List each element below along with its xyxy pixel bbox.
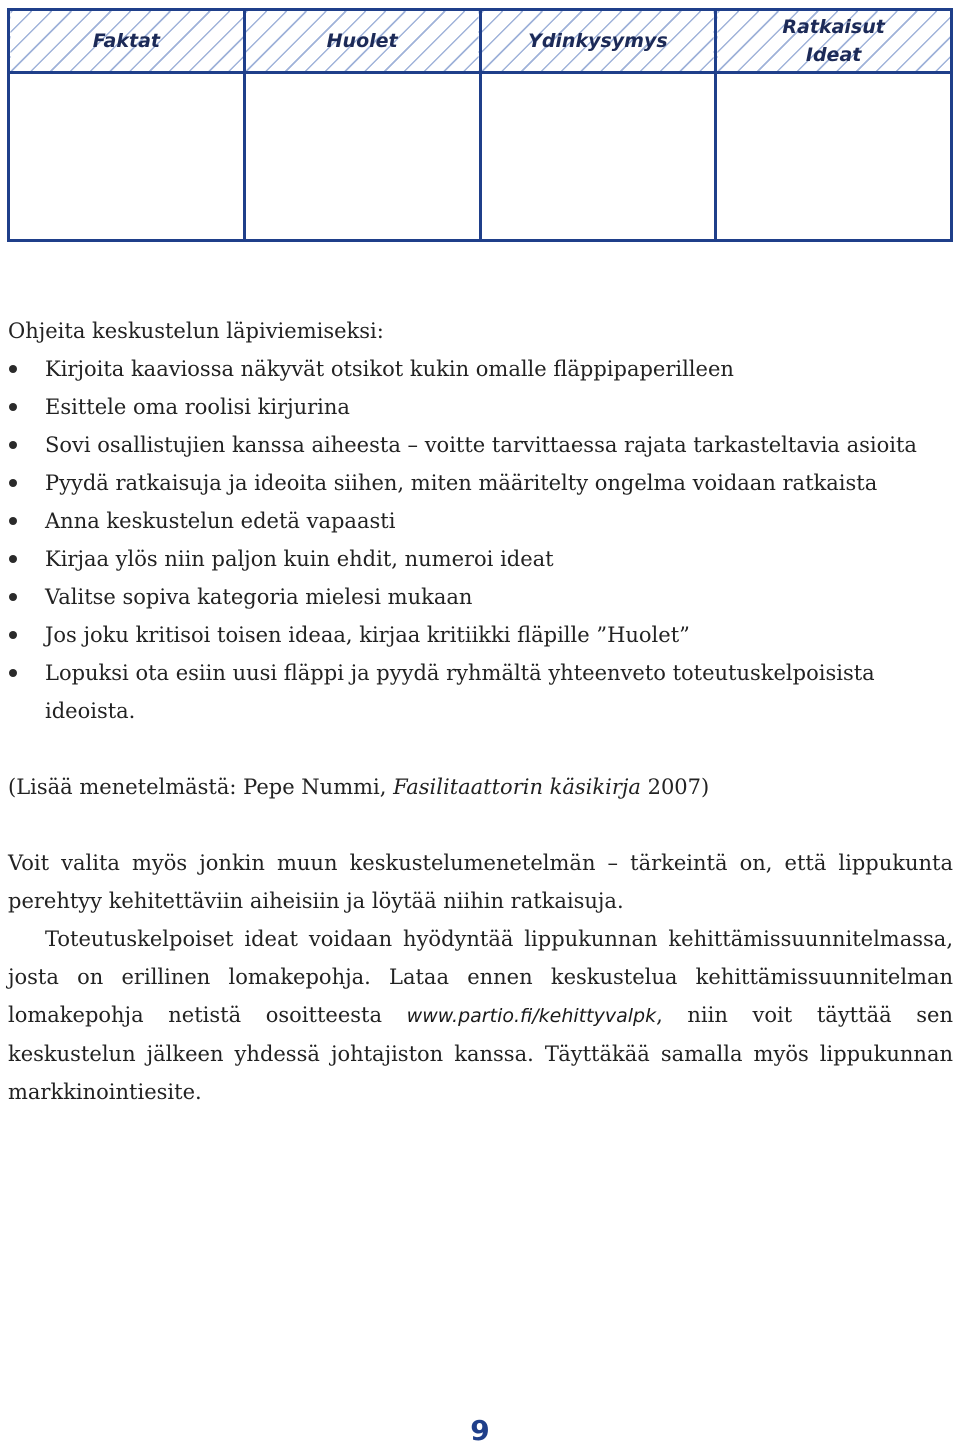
cell-huolet (244, 73, 480, 241)
header-ydinkysymys: Ydinkysymys (480, 10, 716, 73)
body-paragraph-1: Voit valita myös jonkin muun keskustelumenetelmän – tärkeintä on, että lippukunta perehtyy kehitettäviin aiheisiin ja löytää niihin ratkaisuja. (8, 851, 953, 913)
header-huolet: Huolet (244, 10, 480, 73)
cell-ratkaisut-ideat (716, 73, 952, 241)
reference-after: 2007) (640, 775, 710, 799)
reference-before: (Lisää menetelmästä: Pepe Nummi, (8, 775, 394, 799)
header-ratkaisut-ideat: Ratkaisut Ideat (716, 10, 952, 73)
list-item: Sovi osallistujien kanssa aiheesta – voitte tarvittaessa rajata tarkasteltavia asioita (8, 426, 953, 464)
instructions-intro: Ohjeita keskustelun läpiviemiseksi: (8, 319, 384, 343)
body-paragraph-2: Toteutuskelpoiset ideat voidaan hyödyntää lippukunnan kehittämissuunnitelmassa, josta on erillinen lomakepohja. Lataa ennen keskustelua kehittämissuunnitelman lomakepohja netistä osoitteesta www.partio.fi/kehittyvalpk, niin voit täyttää sen keskustelun jälkeen yhdessä johtajiston kanssa. Täyttäkää samalla myös lippukunnan markkinointiesite. (8, 927, 953, 1104)
partio-link[interactable]: www.partio.fi/kehittyvalpk (406, 1005, 657, 1027)
instructions-list (8, 350, 953, 730)
reference-note (8, 768, 953, 806)
header-faktat: Faktat (9, 10, 245, 73)
table-body-row (9, 73, 952, 241)
list-item: Pyydä ratkaisuja ja ideoita siihen, miten määritelty ongelma voidaan ratkaista (8, 464, 953, 502)
list-item: Jos joku kritisoi toisen ideaa, kirjaa kritiikki fläpille ”Huolet” (8, 616, 953, 654)
body-text (8, 844, 953, 1111)
page-number: 9 (470, 1414, 490, 1447)
list-item: Kirjaa ylös niin paljon kuin ehdit, numeroi ideat (8, 540, 953, 578)
flipchart-template-table (7, 8, 953, 242)
cell-faktat (9, 73, 245, 241)
list-item: Kirjoita kaaviossa näkyvät otsikot kukin omalle fläppipaperilleen (8, 350, 953, 388)
list-item: Valitse sopiva kategoria mielesi mukaan (8, 578, 953, 616)
list-item: Esittele oma roolisi kirjurina (8, 388, 953, 426)
list-item: Anna keskustelun edetä vapaasti (8, 502, 953, 540)
reference-book-title: Fasilitaattorin käsikirja (393, 775, 641, 799)
table-header-row (9, 10, 952, 73)
cell-ydinkysymys (480, 73, 716, 241)
instructions-section (8, 312, 953, 730)
list-item: Lopuksi ota esiin uusi fläppi ja pyydä ryhmältä yhteenveto toteutuskelpoisista ideoista. (8, 654, 953, 730)
